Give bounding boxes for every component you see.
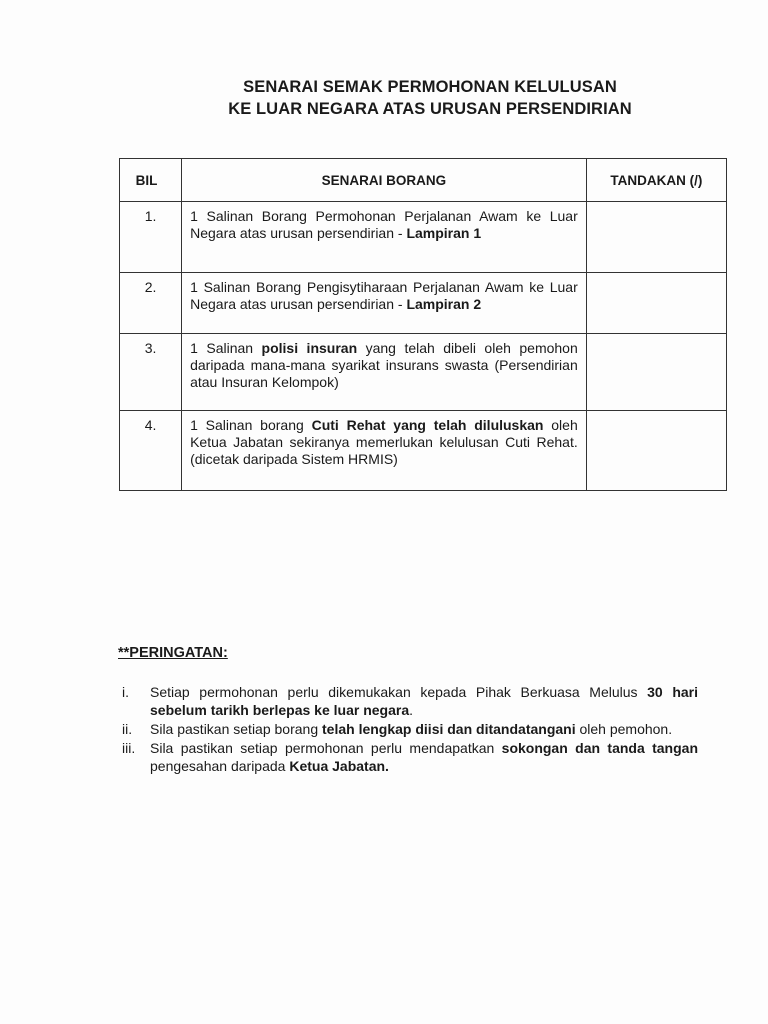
note-text-2: pengesahan daripada [150,758,290,774]
note-bold-text: telah lengkap diisi dan ditandatangani [322,721,576,737]
note-text-2: oleh pemohon. [575,721,673,737]
row-text-tail: oleh Ketua Jabatan sekiranya memerlukan kelulusan Cuti Rehat. (dicetak daripada Sistem HRMIS) [190,417,578,467]
row-number: 4. [120,411,182,491]
table-row [120,334,727,411]
note-text-2: . [409,702,414,718]
tick-cell[interactable] [586,202,726,273]
note-bold-text: sokongan dan tanda tangan [501,740,698,756]
table-row [120,273,727,334]
list-numeral: ii. [122,721,133,737]
note-text: Sila pastikan setiap permohonan perlu mendapatkan [150,740,502,756]
header-senarai-borang: SENARAI BORANG [182,159,587,202]
row-text: 1 Salinan Borang Pengisytiharaan Perjalanan Awam ke Luar Negara atas urusan persendirian - [190,279,578,312]
row-description [182,411,587,491]
list-item [118,720,698,738]
note-text: Setiap permohonan perlu dikemukakan kepada Pihak Berkuasa Melulus [150,684,648,700]
list-numeral: i. [122,684,129,700]
row-number: 3. [120,334,182,411]
table-row [120,411,727,491]
row-text: 1 Salinan Borang Permohonan Perjalanan Awam ke Luar Negara atas urusan persendirian - [190,208,578,241]
row-bold-text: Cuti Rehat yang telah diluluskan [311,417,544,433]
row-text: 1 Salinan [190,340,262,356]
title-line-1: SENARAI SEMAK PERMOHONAN KELULUSAN [243,78,617,96]
title-line-2: KE LUAR NEGARA ATAS URUSAN PERSENDIRIAN [228,100,632,118]
warning-list [118,683,698,776]
list-numeral: iii. [122,740,136,756]
row-number: 1. [120,202,182,273]
table-row [120,202,727,273]
row-number: 2. [120,273,182,334]
document-title [0,76,768,120]
list-item [118,739,698,775]
note-bold-text: 30 hari sebelum tarikh berlepas ke luar negara [150,684,698,718]
row-description [182,202,587,273]
row-description [182,273,587,334]
row-text-tail: yang telah dibeli oleh pemohon daripada mana-mana syarikat insurans swasta (Persendirian atau Insuran Kelompok) [190,340,578,390]
checklist-table [119,158,727,491]
row-text: 1 Salinan borang [190,417,312,433]
note-bold-text-2: Ketua Jabatan. [289,758,389,774]
note-text: Sila pastikan setiap borang [150,721,322,737]
tick-cell[interactable] [586,411,726,491]
row-bold-text: Lampiran 1 [406,225,482,241]
warning-heading: **PERINGATAN: [118,645,228,661]
row-bold-text: Lampiran 2 [406,296,482,312]
row-bold-text: polisi insuran [261,340,358,356]
header-tandakan: TANDAKAN (/) [586,159,726,202]
table-header-row [120,159,727,202]
tick-cell[interactable] [586,334,726,411]
tick-cell[interactable] [586,273,726,334]
header-bil: BIL [120,159,182,202]
list-item [118,683,698,719]
row-description [182,334,587,411]
